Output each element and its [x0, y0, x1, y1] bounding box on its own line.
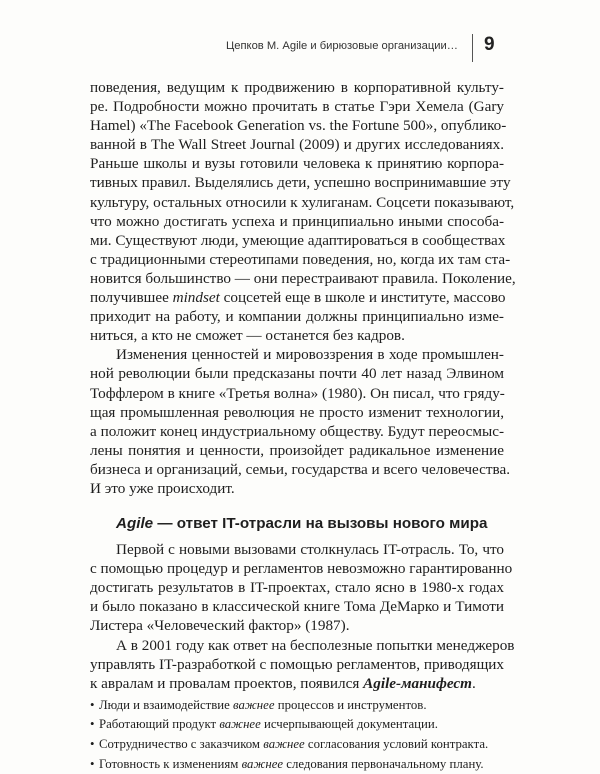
- text-line: Первой с новыми вызовами столкнулась IT-отрасль. То, что: [116, 541, 504, 559]
- item-right: процессов и инструментов.: [274, 697, 427, 712]
- text-line: Изменения ценностей и мировоззрения в ходе промышлен-: [116, 346, 504, 364]
- text-line: с помощью процедур и регламентов невозможно гарантированно: [90, 560, 513, 578]
- item-right: согласования условий контракта.: [304, 737, 489, 751]
- item-right: исчерпывающей документации.: [260, 717, 438, 732]
- item-emphasis: важнее: [241, 756, 284, 771]
- text-line: что можно достигать успеха и принципиально иными способа-: [90, 212, 504, 230]
- manifesto-list: [90, 696, 504, 774]
- item-emphasis: важнее: [219, 717, 261, 732]
- text-line: Листера «Человеческий фактор» (1987).: [90, 617, 350, 635]
- text-line: А в 2001 году как ответ на бесполезные попытки менеджеров: [116, 636, 515, 654]
- body-text: [90, 78, 516, 774]
- list-item: [90, 696, 504, 716]
- item-right: следования первоначальному плану.: [283, 756, 484, 771]
- item-left: Люди и взаимодействие: [99, 697, 234, 712]
- text-line: достигать результатов в IT-проектах, стало ясно в 1980-х годах: [90, 579, 504, 597]
- text-line: ванной в The Wall Street Journal (2009) и других исследованиях.: [90, 136, 504, 154]
- list-item: [90, 715, 504, 735]
- bullet-icon: •: [90, 717, 95, 732]
- list-item: [90, 755, 504, 774]
- text-line: ной революции были предсказаны почти 40 лет назад Элвином: [90, 365, 504, 383]
- page-number: 9: [484, 34, 495, 55]
- text-line: бизнеса и организаций, семьи, государства и всего человечества.: [90, 460, 511, 478]
- text-line-manifesto: [90, 674, 504, 693]
- bullet-icon: •: [90, 756, 95, 771]
- text-line: поведения, ведущим к продвижению в корпоративной культу-: [90, 79, 504, 96]
- text-line: культуру, остальных относили к хулиганам. Соцсети показывают,: [90, 193, 515, 211]
- mindset-term: mindset: [172, 289, 220, 307]
- text-line: лены понятия и ценности, произойдет радикальное изменение: [90, 441, 504, 459]
- bullet-icon: •: [90, 737, 95, 751]
- text-line: а положит конец индустриальному обществу. Будут переосмыс-: [90, 422, 504, 440]
- text-line: ми. Существуют люди, умеющие адаптироваться в сообществах: [90, 231, 506, 249]
- paragraph-2: [90, 345, 511, 498]
- text-line: Раньше школы и вузы готовили человека к принятию корпора-: [90, 155, 504, 173]
- item-emphasis: важнее: [263, 737, 305, 751]
- text-line: ниться, а кто не сможет — останется без кадров.: [90, 327, 405, 345]
- text-line: Hamel) «The Facebook Generation vs. the Fortune 500», опублико-: [90, 117, 507, 135]
- heading-agile: Agile: [116, 515, 154, 533]
- agile-manifesto-term: Agile-манифест: [363, 674, 472, 692]
- heading-rest: — ответ IT-отрасли на вызовы нового мира: [153, 515, 488, 533]
- text-line: с традиционными стереотипами поведения, но, когда их там ста-: [90, 250, 511, 268]
- text-line: ре. Подробности можно прочитать в статье Гэри Хемела (Gary: [90, 98, 504, 116]
- text-line-mindset: [90, 288, 504, 307]
- section-heading: [90, 514, 504, 534]
- running-title: Цепков М. Agile и бирюзовые организации…: [226, 40, 458, 52]
- text-run: соцсетей еще в школе и институте, массово: [219, 289, 506, 307]
- item-emphasis: важнее: [233, 697, 275, 712]
- text-run: к авралам и провалам проектов, появился: [90, 674, 364, 692]
- paragraph-1: [90, 78, 516, 345]
- header-divider: [472, 34, 473, 62]
- bullet-icon: •: [90, 697, 95, 712]
- text-line: новится большинство — они перестраивают правила. Поколение,: [90, 269, 516, 287]
- text-run: получившее: [90, 289, 173, 307]
- text-line: тивных правил. Выделялись дети, успешно воспринимавшие эту: [90, 174, 511, 192]
- item-left: Готовность к изменениям: [99, 756, 242, 771]
- text-line: щая промышленная революция не просто изменит технологии,: [90, 403, 504, 421]
- text-line: приходит на работу, и компании должны принципиально изме-: [90, 308, 504, 326]
- text-line: Тоффлером в книге «Третья волна» (1980). Он писал, что гряду-: [90, 384, 505, 402]
- text-line: управлять IT-разработкой с помощью регламентов, приводящих: [90, 655, 505, 673]
- item-left: Работающий продукт: [99, 717, 220, 732]
- list-item: [90, 735, 504, 755]
- text-run: .: [471, 674, 476, 692]
- paragraph-3: [90, 540, 513, 635]
- text-line: и было показано в классической книге Тома ДеМарко и Тимоти: [90, 598, 504, 616]
- paragraph-4: [90, 636, 515, 693]
- text-line: И это уже происходит.: [90, 479, 235, 497]
- item-left: Сотрудничество с заказчиком: [99, 737, 264, 751]
